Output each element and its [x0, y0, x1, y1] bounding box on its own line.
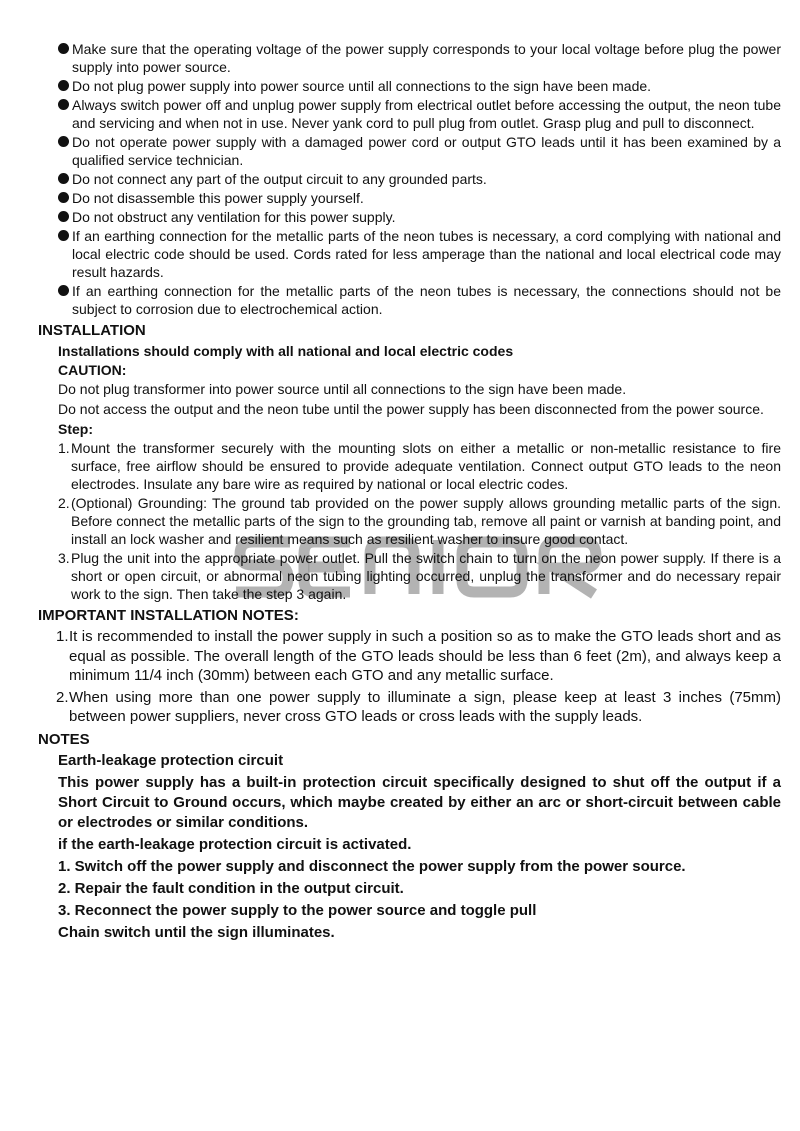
bullet-item: Do not connect any part of the output circuit to any grounded parts.	[0, 170, 800, 188]
step-label: Step:	[58, 421, 93, 437]
caution-text-1: Do not plug transformer into power source until all connections to the sign have been made.	[58, 381, 627, 397]
bullet-dot-icon	[58, 211, 69, 222]
bullet-item: Make sure that the operating voltage of the power supply corresponds to your local voltage before plug the power supply into power source.	[0, 40, 800, 76]
bullet-dot-icon	[58, 43, 69, 54]
safety-bullet-list	[0, 40, 800, 318]
bullet-item: Do not obstruct any ventilation for this power supply.	[0, 208, 800, 226]
note-item: 2. When using more than one power supply to illuminate a sign, please keep at least 3 inches (75mm) between power suppliers, never cross GTO leads or cross leads with the supply leads.	[56, 688, 781, 725]
codes-note: Installations should comply with all national and local electric codes	[58, 343, 514, 359]
bullet-dot-icon	[58, 80, 69, 91]
bullet-item: Do not disassemble this power supply yourself.	[0, 189, 800, 207]
important-notes-list	[0, 627, 800, 727]
step-item: 2. (Optional) Grounding: The ground tab provided on the power supply allows grounding metallic parts of the sign. Before connect the metallic parts of the sign to the grounding tab, remove all paint or varnish at banding point, and install an lock washer and resilient means such as resilient washer to insure good contact.	[58, 495, 781, 547]
notes-subtitle: Earth-leakage protection circuit	[58, 751, 284, 769]
notes-heading: NOTES	[38, 730, 90, 748]
step-item: 1. Mount the transformer securely with the mounting slots on either a metallic or non-metallic resistance to fire surface, free airflow should be ensured to provide adequate ventilation. Connect output GTO leads to the neon electrodes. Insulate any bare wire as required by national or local electric codes.	[58, 440, 781, 492]
document-body	[0, 40, 800, 945]
notes-step-3: 3. Reconnect the power supply to the power source and toggle pull	[58, 901, 537, 919]
bullet-dot-icon	[58, 230, 69, 241]
bullet-dot-icon	[58, 136, 69, 147]
bullet-item: Do not plug power supply into power source until all connections to the sign have been made.	[0, 77, 800, 95]
bullet-dot-icon	[58, 192, 69, 203]
bullet-item: If an earthing connection for the metallic parts of the neon tubes is necessary, a cord complying with national and local electric code should be used. Cords rated for less amperage than the national and local electrical code may result hazards.	[0, 227, 800, 281]
bullet-dot-icon	[58, 285, 69, 296]
bullet-dot-icon	[58, 173, 69, 184]
caution-text-2: Do not access the output and the neon tube until the power supply has been disconnected from the power source.	[58, 401, 764, 417]
bullet-dot-icon	[58, 99, 69, 110]
notes-paragraph-1: This power supply has a built-in protection circuit specifically designed to shut off the output if a Short Circuit to Ground occurs, which maybe created by either an arc or short-circuit between cable or electrodes or similar conditions.	[58, 773, 781, 831]
step-item: 3. Plug the unit into the appropriate power outlet. Pull the switch chain to turn on the neon power supply. If there is a short or open circuit, or abnormal neon tubing lighting occurred, unplug the transformer and do necessary repair work to the sign. Then take the step 3 again.	[58, 550, 781, 602]
installation-heading: INSTALLATION	[38, 322, 146, 339]
bullet-item: If an earthing connection for the metallic parts of the neon tubes is necessary, the connections should not be subject to corrosion due to electrochemical action.	[0, 282, 800, 318]
caution-label: CAUTION:	[58, 362, 127, 378]
bullet-item: Always switch power off and unplug power supply from electrical outlet before accessing the output, the neon tube and servicing and when not in use. Never yank cord to pull plug from outlet. Grasp plug and pull to disconnect.	[0, 96, 800, 132]
notes-step-4: Chain switch until the sign illuminates.	[58, 923, 335, 941]
important-notes-heading: IMPORTANT INSTALLATION NOTES:	[38, 607, 299, 624]
notes-step-1: 1. Switch off the power supply and disconnect the power supply from the power source.	[58, 857, 686, 875]
notes-step-2: 2. Repair the fault condition in the output circuit.	[58, 879, 404, 897]
note-item: 1. It is recommended to install the power supply in such a position so as to make the GTO leads short and as equal as possible. The overall length of the GTO leads should be less than 6 feet (2m), and always keep a minimum 11/4 inch (30mm) between each GTO and any metallic surface.	[56, 628, 781, 684]
bullet-item: Do not operate power supply with a damaged power cord or output GTO leads until it has been examined by a qualified service technician.	[0, 133, 800, 169]
installation-steps	[0, 439, 800, 603]
notes-paragraph-2: if the earth-leakage protection circuit is activated.	[58, 835, 412, 853]
